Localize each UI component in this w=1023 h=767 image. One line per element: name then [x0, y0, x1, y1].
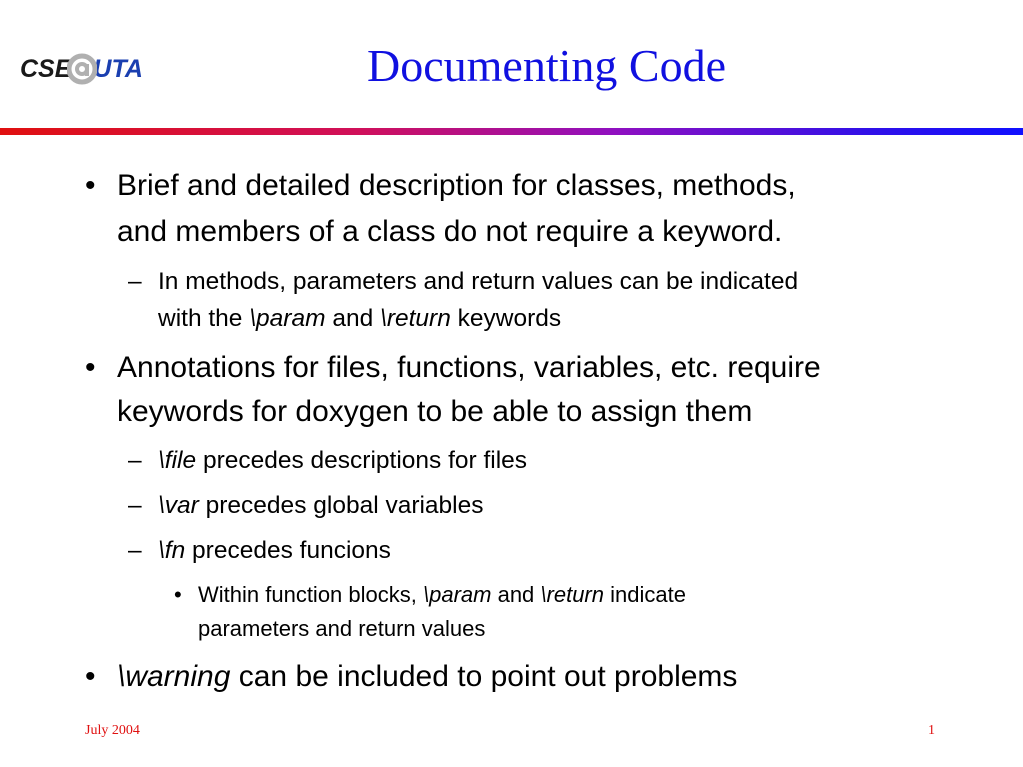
sub-sub-bullet-text-line: parameters and return values — [198, 616, 486, 641]
bullet-marker: • — [85, 351, 96, 384]
sub-bullet-text-line — [158, 488, 484, 524]
keyword-return: \return — [380, 305, 451, 332]
bullet-text-line: Brief and detailed description for classes, methods, — [117, 169, 796, 202]
footer-date: July 2004 — [85, 723, 140, 738]
sub-bullet-text-line: In methods, parameters and return values can be indicated — [158, 268, 799, 295]
bullet-marker: • — [174, 582, 182, 607]
bullet-text-line: and members of a class do not require a keyword. — [117, 215, 783, 248]
sub-sub-bullet-text-line — [198, 578, 686, 612]
text-run: precedes global variables — [198, 492, 484, 519]
slide-title: Documenting Code — [367, 40, 726, 91]
bullet-marker: • — [85, 169, 96, 202]
keyword-return: \return — [540, 582, 604, 607]
logo-text-uta: UTA — [93, 55, 143, 84]
dash-marker: – — [128, 447, 142, 474]
keyword-var: \var — [158, 492, 199, 519]
title-divider — [0, 128, 1023, 135]
keyword-param: \param — [249, 305, 326, 332]
footer-page-number: 1 — [928, 723, 935, 738]
text-run: precedes funcions — [185, 537, 391, 564]
bullet-marker: • — [85, 660, 96, 693]
bullet-text-line — [117, 655, 737, 699]
keyword-file: \file — [158, 447, 197, 474]
text-run: with the — [158, 305, 250, 332]
bullet-text-line: Annotations for files, functions, variables, etc. require — [117, 351, 821, 384]
text-run: and — [325, 305, 381, 332]
keyword-warning: \warning — [117, 660, 231, 693]
text-run: keywords — [450, 305, 562, 332]
text-run: Within function blocks, — [198, 582, 423, 607]
bullet-text-line: keywords for doxygen to be able to assign them — [117, 395, 753, 428]
sub-bullet-text-line — [158, 301, 561, 337]
logo-text-cse: CSE — [20, 55, 72, 84]
keyword-param: \param — [422, 582, 492, 607]
text-run: indicate — [604, 582, 686, 607]
dash-marker: – — [128, 268, 142, 295]
dash-marker: – — [128, 492, 142, 519]
keyword-fn: \fn — [158, 537, 186, 564]
sub-bullet-text-line — [158, 533, 391, 569]
text-run: can be included to point out problems — [230, 660, 738, 693]
sub-bullet-text-line — [158, 443, 527, 479]
text-run: and — [491, 582, 541, 607]
dash-marker: – — [128, 537, 142, 564]
text-run: precedes descriptions for files — [196, 447, 528, 474]
